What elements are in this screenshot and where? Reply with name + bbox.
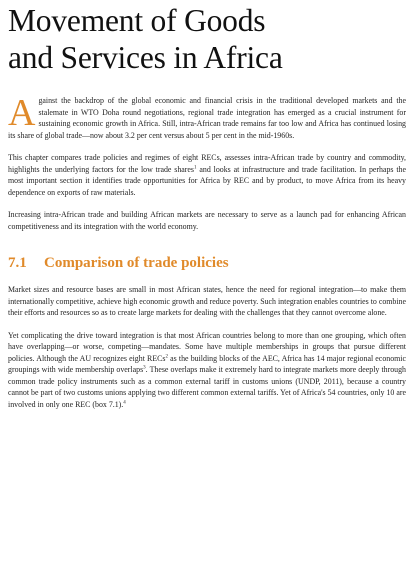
overlap-text-c: . These overlaps make it extremely hard to integrate markets more deeply through common trade policy instruments such as a common external tariff in customs unions (UNDP, 2011), because a country cannot be part of two customs unions applying two different common external tariffs. Yet of Africa's 54 countries, only 10 are involved in only one REC (box 7.1). <box>8 365 406 409</box>
drop-cap: A <box>8 92 36 134</box>
footnote-ref-2[interactable]: 2 <box>165 353 168 359</box>
overview-text-b: and looks at infrastructure and trade facilitation. In perhaps the most important section it identifies trade opportunities for Africa by REC and by product, to move Africa from its heavy dependence on exports of raw materials. <box>8 164 406 197</box>
chapter-title <box>8 0 406 76</box>
section-number: 7.1 <box>8 255 27 271</box>
launch-pad-paragraph: Increasing intra-African trade and building African markets are necessary to serve as a launch pad for enhancing African competitiveness and its integration with the world economy. <box>8 210 406 231</box>
overlap-text-b: as the building blocks of the AEC, Africa has 14 major regional economic groupings with wide membership overlaps <box>8 353 406 374</box>
overlap-text-a: Yet complicating the drive toward integration is that most African countries belong to more than one grouping, which often have overlapping—or worse, competing—mandates. Some have multiple memberships in groups that pursue different policies. Although the AU recognizes eight RECs <box>8 330 406 363</box>
market-size-paragraph: Market sizes and resource bases are small in most African states, hence the need for regional integration—to make them internationally competitive, achieve high economic growth and reduce poverty. Such integration enables countries to combine their efforts and resources so as to create large markets for dealing with the challenges that they cannot overcome alone. <box>8 285 406 317</box>
chapter-title-line2: and Services in Africa <box>8 40 283 75</box>
intro-paragraph-text: gainst the backdrop of the global economic and financial crisis in the traditional developed markets and the stalemate in WTO Doha round negotiations, regional trade integration has emerged as a crucial instrument for sustaining economic growth in Africa. Still, intra-African trade remains far too low and Africa has continued losing its share of global trade—now about 3.2 per cent versus about 5 per cent in the mid-1960s. <box>8 96 406 140</box>
intro-paragraph <box>8 92 406 141</box>
overlap-paragraph <box>8 330 406 411</box>
chapter-overview-paragraph <box>8 152 406 198</box>
footnote-ref-1[interactable]: 1 <box>194 164 197 170</box>
chapter-title-line1: Movement of Goods <box>8 3 266 38</box>
section-heading <box>8 254 406 272</box>
footnote-ref-3[interactable]: 3 <box>143 365 146 371</box>
overview-text-a: This chapter compares trade policies and regimes of eight RECs, assesses intra-African trade by country and commodity, highlights the underlying factors for the low trade shares <box>8 153 406 174</box>
section-title: Comparison of trade policies <box>44 255 229 271</box>
footnote-ref-4[interactable]: 4 <box>123 399 126 405</box>
